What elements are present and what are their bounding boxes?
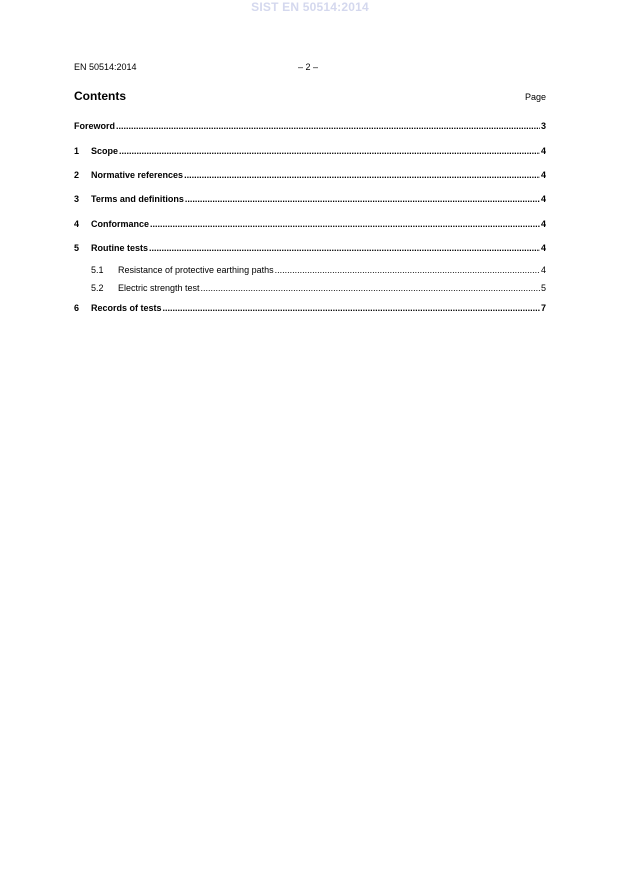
document-header: [74, 61, 546, 73]
toc-entry-number: 5.1: [91, 265, 104, 275]
toc-entry-number: 5: [74, 243, 80, 253]
toc-entry-title: Routine tests: [91, 243, 149, 253]
toc-entry-page: 4: [540, 146, 546, 156]
toc-entry-page: 3: [540, 121, 546, 131]
toc-entry-title: Foreword: [74, 121, 116, 131]
toc-entry-title: Normative references: [91, 170, 184, 180]
toc-entry-normative-references[interactable]: [74, 169, 546, 181]
toc-entry-records-of-tests[interactable]: [74, 302, 546, 314]
toc-entry-title: Records of tests: [91, 303, 162, 313]
contents-heading: Contents: [74, 89, 126, 103]
toc-leader-dots: [119, 145, 540, 157]
toc-entry-title: Resistance of protective earthing paths: [118, 265, 274, 275]
document-id: EN 50514:2014: [74, 62, 137, 72]
toc-entry-number: 1: [74, 146, 80, 156]
watermark-text: SIST EN 50514:2014: [251, 0, 369, 14]
toc-entry-number: 6: [74, 303, 80, 313]
toc-entry-page: 5: [540, 283, 546, 293]
toc-entry-title: Terms and definitions: [91, 194, 184, 204]
page-number: – 2 –: [298, 62, 319, 72]
toc-entry-page: 7: [540, 303, 546, 313]
toc-entry-title: Electric strength test: [118, 283, 200, 293]
toc-entry-page: 4: [540, 219, 546, 229]
toc-leader-dots: [149, 242, 540, 254]
toc-entry-number: 2: [74, 170, 80, 180]
toc-entry-resistance-of-protective-earthing-paths[interactable]: [91, 264, 546, 276]
toc-entry-scope[interactable]: [74, 145, 546, 157]
toc-leader-dots: [201, 282, 540, 294]
toc-leader-dots: [163, 302, 540, 314]
toc-entry-page: 4: [540, 194, 546, 204]
toc-entry-number: 3: [74, 194, 80, 204]
toc-leader-dots: [116, 120, 540, 132]
toc-entry-title: Conformance: [91, 219, 150, 229]
toc-entry-number: 4: [74, 219, 80, 229]
toc-entry-foreword[interactable]: [74, 120, 546, 132]
toc-entry-conformance[interactable]: [74, 218, 546, 230]
toc-entry-page: 4: [540, 243, 546, 253]
page-column-label: Page: [524, 92, 546, 102]
toc-leader-dots: [150, 218, 540, 230]
toc-leader-dots: [184, 169, 540, 181]
toc-leader-dots: [275, 264, 540, 276]
toc-entry-routine-tests[interactable]: [74, 242, 546, 254]
toc-entry-number: 5.2: [91, 283, 104, 293]
toc-entry-page: 4: [540, 265, 546, 275]
toc-leader-dots: [185, 193, 540, 205]
toc-entry-title: Scope: [91, 146, 119, 156]
toc-entry-terms-and-definitions[interactable]: [74, 193, 546, 205]
toc-entry-page: 4: [540, 170, 546, 180]
toc-entry-electric-strength-test[interactable]: [91, 282, 546, 294]
